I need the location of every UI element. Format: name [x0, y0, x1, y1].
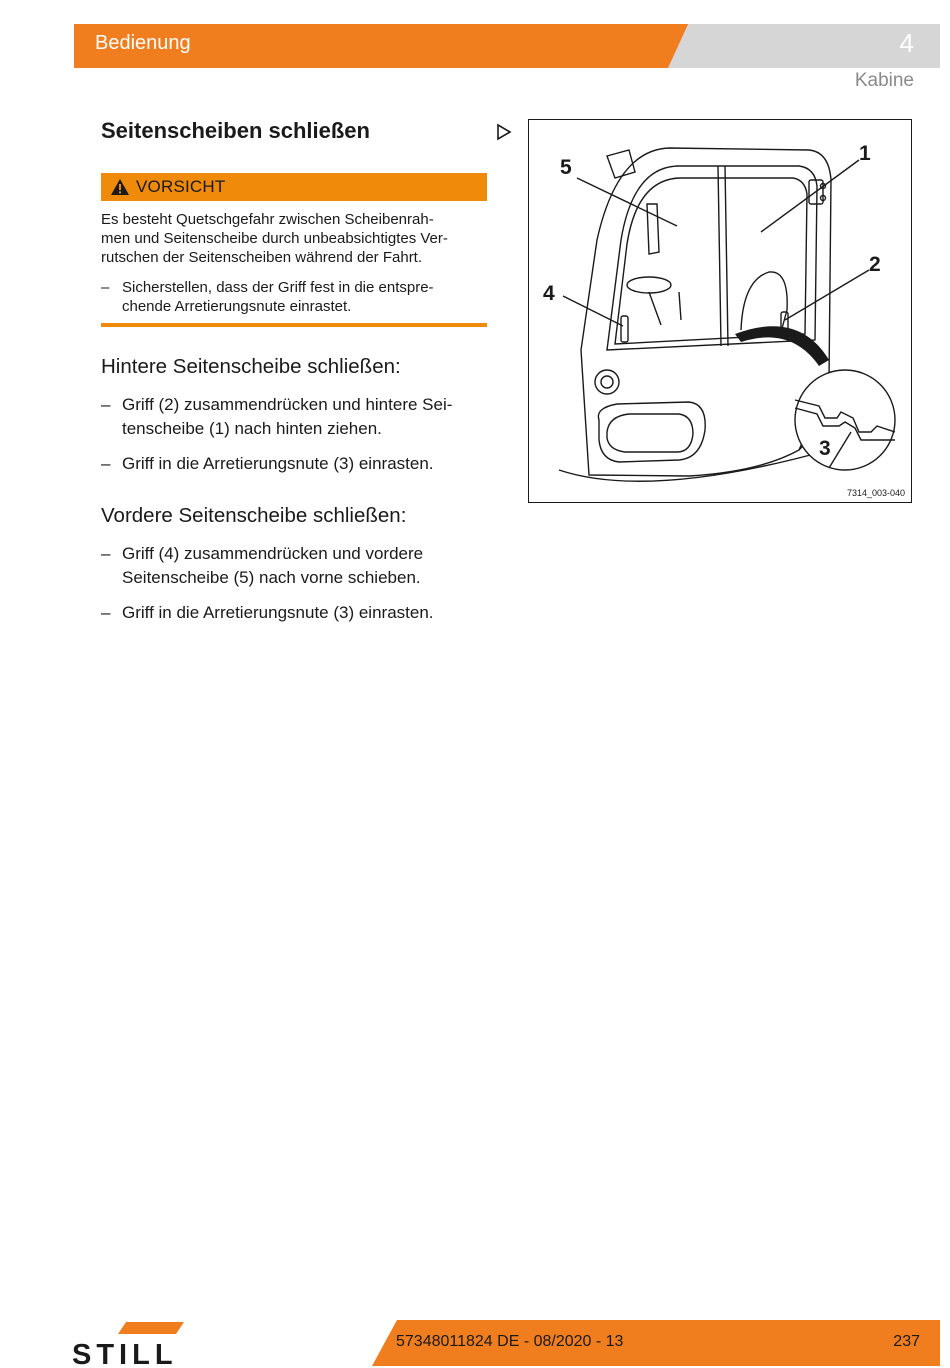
list-item — [101, 542, 491, 590]
figure-code: 7314_003-040 — [846, 488, 905, 498]
callout-4: 4 — [543, 282, 555, 305]
list-item — [101, 452, 491, 476]
rear-window-heading: Hintere Seitenscheibe schließen: — [101, 355, 401, 378]
logo-text: STILL — [72, 1339, 178, 1366]
list-dash: – — [101, 544, 111, 563]
caution-bar — [101, 173, 487, 201]
list-item — [101, 601, 491, 625]
caution-text: Es besteht Quetschgefahr zwischen Scheibenrah- men und Seitenscheibe durch unbeabsichtigtes Ver- rutschen der Seitenscheiben während der Fahrt. — [101, 211, 448, 266]
front-window-heading: Vordere Seitenscheibe schließen: — [101, 504, 407, 527]
section-title: Kabine — [854, 70, 914, 91]
callout-1: 1 — [859, 142, 871, 165]
warning-triangle-icon — [110, 178, 130, 196]
page-header — [74, 24, 940, 68]
document-number: 57348011824 DE - 08/2020 - 13 — [396, 1333, 624, 1350]
caution-label: VORSICHT — [136, 177, 226, 196]
caution-step-text: Sicherstellen, dass der Griff fest in die entspre- chende Arretierungsnute einrastet. — [122, 279, 434, 315]
cabin-illustration — [528, 119, 912, 503]
callout-2: 2 — [869, 253, 881, 276]
cabin-drawing — [529, 120, 913, 504]
list-dash: – — [101, 279, 110, 296]
caution-divider — [101, 323, 487, 327]
chapter-number: 4 — [899, 28, 914, 58]
callout-3: 3 — [819, 437, 831, 460]
chapter-title: Bedienung — [95, 32, 191, 54]
page-number: 237 — [893, 1333, 920, 1350]
step-text: Griff in die Arretierungsnute (3) einrasten. — [122, 454, 434, 473]
list-dash: – — [101, 454, 111, 473]
callout-5: 5 — [560, 156, 572, 179]
page-heading: Seitenscheiben schließen — [101, 118, 370, 143]
still-logo — [72, 1320, 232, 1366]
step-text: Griff (2) zusammendrücken und hintere Sei- tenscheibe (1) nach hinten ziehen. — [122, 395, 453, 438]
list-dash: – — [101, 603, 111, 622]
play-arrow-icon — [496, 123, 512, 141]
caution-step — [101, 278, 487, 316]
step-text: Griff (4) zusammendrücken und vordere Seitenscheibe (5) nach vorne schieben. — [122, 544, 424, 587]
list-dash: – — [101, 395, 111, 414]
list-item — [101, 393, 491, 441]
step-text: Griff in die Arretierungsnute (3) einrasten. — [122, 603, 434, 622]
